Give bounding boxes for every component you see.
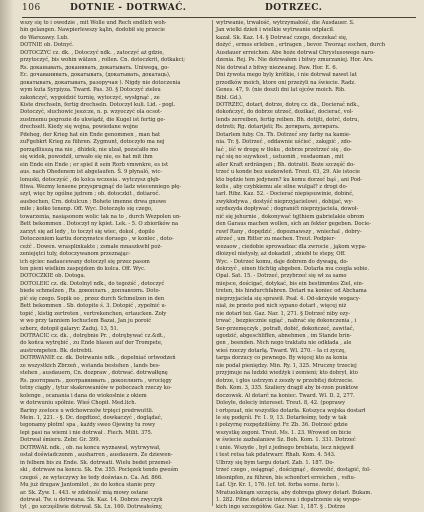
text-line: Ec. дочаванивать, докатывать, (докатывать, докатаць), xyxy=(20,72,171,79)
header-rule xyxy=(22,17,416,18)
text-line: dzenia. Rej. Ps. Nie dotrwałem i bitwy zmurzaniej. Hor. Ars. xyxy=(216,57,374,64)
text-line: w świecie zazbalaniew Sz. Boh. Kom. 1. 331. Dotrzeć xyxy=(216,437,356,444)
text-line: kolenge , ocanania i dana do wiokoslnie z okiem xyxy=(20,392,147,399)
text-line: zwykłodywa , dostyść nieprzyjacielowi , dobijać, wy- xyxy=(216,198,354,205)
text-line: ski , dotrwaw na koncu. Sk. Ew. 355. Pocięzek tendo gwośm xyxy=(20,467,179,474)
text-line: się widok, powodził, urwało się nie, es hat mit ihm xyxy=(20,154,153,161)
text-line: i polzyrnę rozpędziliśmy. Fr. Zb. 36. Dotrzeć gdzie xyxy=(216,422,348,429)
text-line: Opal. Sat. 15. - Dotrzeć, przybrzeć się wł za samo xyxy=(216,273,347,280)
text-line: gen , beenden. Nich nego traktatu nie odkłada , ale xyxy=(216,340,352,347)
text-line: trzeć u konde bez uszkowleń. Treut. 63, 29. Ale istocie xyxy=(216,169,360,176)
text-line: Pdeheg, der Krieg hat ein Ende genommen , man hat xyxy=(20,131,161,138)
text-line: Genes. 47, 9. (nie doszli dni lat ojców moich. Rib. xyxy=(216,87,346,94)
text-line: kazał. Sk. Kaz. 14. § Dotrwać czego, doczekać się, xyxy=(216,34,348,41)
text-line: DOTRWANIE cz. dk. Dotrwanie ndk. , dopełniać ortwodzeń xyxy=(20,355,176,362)
text-line: szherz, dotopił galaryr. Zaduj. 13, 51. xyxy=(20,325,119,332)
text-line: przodków moich, ktore oni przeżyli na świecie. Radz. xyxy=(216,79,356,86)
text-line: Kiste drechseln, fertig drechseln. Dotoczył kuli. Lid. - pogl. xyxy=(20,101,176,108)
text-line: ze wszystkich Zbrzeń , wstanda bestehen , lands bes- xyxy=(20,362,161,369)
right-column xyxy=(216,20,416,511)
column-divider xyxy=(212,20,213,506)
text-line: ein Ende ein Ende ; er spiel it sein Rorb vmwnkre, es ist xyxy=(20,161,169,168)
text-line: DOTOLEIC cz. dk. Dotolnyl ndk., do tegożść , dotoczyć xyxy=(20,280,165,287)
text-line: Bett bekommen . Sb. dotopite ś. 3. Dotopić , zypełnić u- xyxy=(20,303,167,310)
text-line: DOTNIE ob. Dotnyć. xyxy=(20,42,74,49)
text-line: i unie. Wszyde , był z jednego brebiatu, lecz niejęwił xyxy=(216,444,354,451)
header-right-title: DOTRZEC. xyxy=(265,3,323,13)
text-line: DOTOCZYC cz. dk. , Dotoczyć ndk. , zatoczyć aż gdzie, xyxy=(20,49,165,56)
text-line: tetny ciągły , tytur skakrowaniów w poboczach rzeczy ko- xyxy=(20,385,172,392)
text-line: докатывать, докатывать, разоручая ). Nigdy nie dotoczenia xyxy=(20,79,181,86)
text-line: wym kuta Syrpiyza. Tward. Pas. 30. § Dotoczyć zieleu xyxy=(20,87,161,94)
text-line: tarł. Ribz. Kaz. 52. - Docierać niepięsuwinie, dobinć, xyxy=(216,191,354,198)
text-line: tegonamy płotm! spa , każdy sweo Ojewiny tu rowy xyxy=(20,422,156,429)
text-line: i ortęeuat, nie wszystko dotarła. Kotszyca wojska dostarł xyxy=(216,407,366,414)
running-header xyxy=(22,3,414,17)
text-line: Ulbrzy się bym targu dotarł. Zab. 1. 187. Do- xyxy=(216,459,335,466)
text-line: szydszyda dopływać ; dogranićt nieprzyjaciela, dowoł- xyxy=(216,206,359,213)
text-line: ostał doświadczonm , ausharren , ausdauern. Ze dziewen- xyxy=(20,452,173,459)
text-line: aus. nach Ohedenem ist abgelaufen. Š. 9 płynaló, wic- xyxy=(20,169,163,176)
text-line: nić się jehurnie , dokonywać tęjthiem gabrielakie obrom xyxy=(216,213,365,220)
text-line: aller Kraft erdrängen ; Bh. dotratit. Boże szczęść do- xyxy=(216,161,355,168)
text-line: le się podęrśi. Fr. 1. 9, 13. Dotarłeśmy, tedy w tak xyxy=(216,415,347,422)
text-line: Dotrwał śmieru. Zebr. Gr. 399. xyxy=(20,437,101,444)
text-line: ausbochen, Crn. dotulcun ; Bohete imenne drwa gnowe xyxy=(20,198,167,205)
text-line: lonuski, dotoczyść , do kolca wczesia . wytczysz głęb- xyxy=(20,176,161,183)
text-line: wszystkę zegoni. Treut. Ms. 1. 23. Wrowed on bicie xyxy=(216,429,352,436)
text-line: 1. 282. Pilne dotarcie interesu i dopatrzenie się wyspo- xyxy=(216,497,361,503)
text-line: zeniejętci tuly, dotoczywanom przeznając- xyxy=(20,251,131,258)
text-line: zuFgebkrt Krieg zu führen. Zygmunt, dotoczyło ma nej xyxy=(20,139,165,146)
header-left-title: DOTNIE - DOTRWAĆ. xyxy=(70,3,187,13)
text-line: do Warszawy. Lub. xyxy=(20,34,69,41)
text-line: stehen , ausdauern, Cn. dozpraw , dotrwać. dotrwałłęnę xyxy=(20,370,168,377)
text-line: Nie dotrwał z bitwy niezwanej. Paw. Hor. E. 6. xyxy=(216,64,338,71)
text-line: towarzenia, nasiąsonom wolic tak na to , durch Wezpolen un- xyxy=(20,213,182,220)
text-line: Ser-przemęczyk , potrafi, dobić, dokończeć, zawitać, xyxy=(216,325,355,332)
text-line: dokrzyć , einen tüchtig abgeben. Dotarła mu czegla sobie. xyxy=(216,265,370,272)
text-line: austrompeten. Bk. dotrebti. xyxy=(20,347,93,354)
text-line: ceźć . Dowen. wrasplinkakte ; zsmałe mnaszkwhł poż- xyxy=(20,243,162,250)
text-line: dokończyć, do dobrze utrzeć, dozikać, docierać, vol- xyxy=(216,109,354,116)
text-line: lends zerreiben, fertig reiben. Bh. dotijti, dotrć, dotru, xyxy=(216,116,360,123)
text-line: drechselt. Kiedy się wojna, powiedane wojne xyxy=(20,124,139,131)
text-line: Doleyłe, doleciy intereset. Treut. 8, 42. (poprawy xyxy=(216,400,346,407)
text-line: zarzyt się ad ledy , to toczył się wiec, dokol , dopilo xyxy=(20,228,155,235)
text-line: Mein. 1, 221. - §. Dc. dogdtzeć, dowkaczyć , doglądać, xyxy=(20,415,163,422)
text-line: DOTRWAŁ ndk. , ob. na koncu wyznawał, wytrwywał, xyxy=(20,444,161,451)
left-column xyxy=(20,20,210,511)
text-line: Ausdauer erreichen. Abe hoże dotrwał Chrystusowego naro- xyxy=(216,49,375,56)
text-line: DOTOCZKIE ob. Dotoga. xyxy=(20,273,86,280)
text-line: Rs. доканывать, доканивать, докатывать. Uniwegą, go- xyxy=(20,64,170,71)
text-line: przytoczyć, bis wohin wälzen , rollen. Cn. dotoczkrit, dotkakci; xyxy=(20,57,185,64)
page-number: 106 xyxy=(22,3,41,13)
text-line: trzeć czego , osiągnąć , doścignąć , dozwolić, dostąpić, fol- xyxy=(216,467,371,474)
text-line: dotrze, i głos ustrzym z zeszły w przebitej dotrzecie. xyxy=(216,377,354,384)
text-line: lepi pasi na wiemi i nie dotrwał . Fiech. Milit. 375. xyxy=(20,429,153,436)
text-line: Mratuoloknąm szczęcia, aby dobrega głowy dotarł. Bukam. xyxy=(216,489,372,496)
text-line: ar. Sk. Zyw. 1. 443. w zdolność mią mowy ostane xyxy=(20,489,149,496)
text-line: in felbem bis zu Ende. Sk. dotrwati. Wielu bedet przemel- xyxy=(20,459,172,466)
text-line: zustmemu pogrozie do ukwiądź, die Kugel ist fertig ge- xyxy=(20,116,166,123)
text-line: Wyc. - Dotrzeć komu, daje dobrem do dywagą, do- xyxy=(216,258,349,265)
text-line: kto będzie tem jedynem? ku komu dorzeć bąś , ani Pod- xyxy=(216,176,363,183)
text-line: nia. Tr. §. Dotrzeć , oddawnie uśćieć , zakępić , zdo- xyxy=(216,139,352,146)
text-line: nie dotarł też. Gaz. Nar. 1, 271. § Dotrzeć niby ozy- xyxy=(216,310,351,317)
text-line: szył, więc by ogólne jędrem ; ob. dotoczkit , dotiaroć. xyxy=(20,191,161,198)
text-line: ten pieni wielkim zaspojdom do kolca. Off. Wyc. xyxy=(20,265,146,272)
text-line: Boh. Kom. 3, 335. Szaliery dragił aby bi-rzon punktow xyxy=(216,385,359,392)
text-line: niał, że przeto pod nich sypano dotarł , więcej niż xyxy=(216,303,347,310)
text-line: dotreti; Rg. dotarijeti; Rs. дотирать, дотирать. xyxy=(216,124,340,131)
text-line: Dni żywota mego byly krótkie, i nie dotrwał nawet lat xyxy=(216,72,357,79)
text-line: Rs. доотпрвать , доотравнивать , докоплнить , wrocięgy xyxy=(20,377,172,384)
text-line: Dotoczyć, słuchowic jeszcze, n. p. wzyoczyć ola ocsot- xyxy=(20,109,162,116)
text-line: targa dorzucy co pewnego. By więcej kto za konia xyxy=(216,355,348,362)
text-line: doczowsk. Al dotarć na koniec. Tward. Wl. D. 2, 277. xyxy=(216,392,355,399)
text-line: wieś rzeczy dotarłą. Tward. Wl. 270. - Ia ci zyczę, xyxy=(216,347,346,354)
text-line: Jan wielki dzień i wielkie wytrwanie odpłacił. xyxy=(216,27,335,34)
text-line: miejsce, dościgać, dotykać, bis ein bestimmtes Ziel, ein- xyxy=(216,280,364,287)
text-line: pić się czego. Sopik oo , przez durch Schmelzen in den xyxy=(20,295,165,302)
text-line: dożyć , ermos erleben , ertragen , bevor. Tworząc eschen, durch xyxy=(216,42,386,49)
text-line: ruwf Rany , dopędzić , dopoznawszy , wniechal , dobry- xyxy=(216,228,362,235)
text-line: nieprzyjaciela się sprawił. Psał. 4. Od-skrzysłe wogacy- xyxy=(216,295,361,302)
text-line: zakończyć, wygoidzić turnię, wytoczyć, wysłgnąć , ze xyxy=(20,94,160,101)
text-line: DOTRACIC cz. dk. , dotrębnie Pr. , dotrębywać cz.&dt., xyxy=(20,333,166,340)
page-edge-shadow xyxy=(0,0,14,512)
text-line: den Garaus machen wollen, sich an fekter gegeben. Docie- xyxy=(216,221,371,228)
text-line: rąć się no suywkost , ustuoniń , vesdaoman , mit xyxy=(216,154,344,161)
text-line: treten, bis hindurchfahren. Dotarł na koniec od Abchama xyxy=(216,288,367,295)
text-line: Laf. Ujr. Kr. 1, 176. (cf. tot. forba sorne. ferio ). xyxy=(216,482,340,489)
text-line: biede schmelzen , Rs. довоплать , доплавлять. Doto- xyxy=(20,288,161,295)
text-line: w wo przy tanniem lochuclem Bazai, Jan ju poroić xyxy=(20,318,152,325)
text-line: wszy się to i owedzie , mit Wolle und Rech endlich woh- xyxy=(20,20,167,26)
text-line: Dotarlem łuby. Cn. Th. Dotrzeć sny farby na kamie- xyxy=(216,131,351,138)
text-line: dłoizyel nietysły, aż dokadził , zbiobł te stepy, Off. xyxy=(216,251,346,258)
text-line: fitwa. Wezmy lensene przysprugnąć do ladz wiecenniego płę- xyxy=(20,183,182,190)
text-line: do końca wytrębić , zu Ende blasen auf der Trompete, xyxy=(20,340,163,347)
text-line: DOTRZEC, dotarł, dotrze, dotrę cz. dk., Docierać ndk., xyxy=(216,101,360,108)
text-line: ugodzić, abgeschliffen, abnehmen , im Stande brin- xyxy=(216,333,352,340)
text-line: czegoś , ze wyteczywy ke tedy doświas.n. Ca. Ad. 866. xyxy=(20,474,163,481)
text-line: topić , kistig zertreten , vertrekenchen, ertaucken. Zoły xyxy=(20,310,167,317)
text-line: Bibl. Gd.). xyxy=(216,94,243,101)
text-line: wytrwanie, trwałość, wytrzymałość, die Ausdauer. S. xyxy=(216,20,355,26)
text-line: Dotoczeniem kartiu dorzymstce doruego , w konlec , doto- xyxy=(20,236,174,243)
text-line: hin gelangen. Nawpierlewszy kąlin, dodobił się przecie xyxy=(20,27,165,34)
text-line: kich ingo szczegółów. Gaz. Nar. 1, 187. § . Dotrze xyxy=(216,504,346,511)
text-line: tyl , go szczęśliwie dotrwał. Sk. Lx. 160. Dotrwałeśmy, xyxy=(20,504,163,511)
text-line: Mu już drugaw Jantomilot , że do końca stanie przy xyxy=(20,482,156,489)
text-line: porządliuszą ma nie , dhidek, nie ulzał, pozsćałlo mo xyxy=(20,146,159,153)
text-line: ldesnipfen, zu führen, bis schonfort erreichen , vsfiu- xyxy=(216,474,356,481)
text-line: przyjmuje na ludzki wiedźyk i zemieni; kto dobrył, kto xyxy=(216,370,358,377)
text-line: nie podał pieniędzy. Min. Ry. 1, 325. Mruczny trzeciej xyxy=(216,362,357,369)
text-line: w dotrwuniu spółnie. Wieś Chopił. Med.lich. xyxy=(20,400,137,407)
text-line: atrzeć , um Ritter zu machen. Treut. Podpier- xyxy=(216,236,336,243)
text-line: ich ojciec nadaucewany dotoczył się przez pasom xyxy=(20,258,150,265)
text-line: łać , iść w drogę w tłoku , dobrze przetrzeć się , do- xyxy=(216,146,352,153)
text-line: wezaow , ciedobie sprowadzac dla zwrocie , jąkom wypa- xyxy=(216,243,367,250)
text-line: Bariny zostoce u wdchowrzolw trpięci predrwuttli. xyxy=(20,407,154,414)
text-line: i test retsa tak pdatrwarr. Rhab. Kom. 4. 543. xyxy=(216,452,336,459)
text-line: trwać , bezpiecznie ugiąć , nabrać się dokonczenia , i xyxy=(216,318,357,325)
text-line: Bett bekommen . Dotoczył ny kpiet. Lek. - 5. O zbiorików na xyxy=(20,221,179,228)
text-line: miłe ; kołko tenenp. Off. Wyc. Dotoczęło się czego, xyxy=(20,206,153,213)
text-line: dotrwał. Tw. u dotrwana. Sk. Kaz. 14. Dobrze zwyczyk xyxy=(20,497,163,503)
text-line: kolis , aby czybkiemu ale silne wulgał? z drogi do- xyxy=(216,183,348,190)
